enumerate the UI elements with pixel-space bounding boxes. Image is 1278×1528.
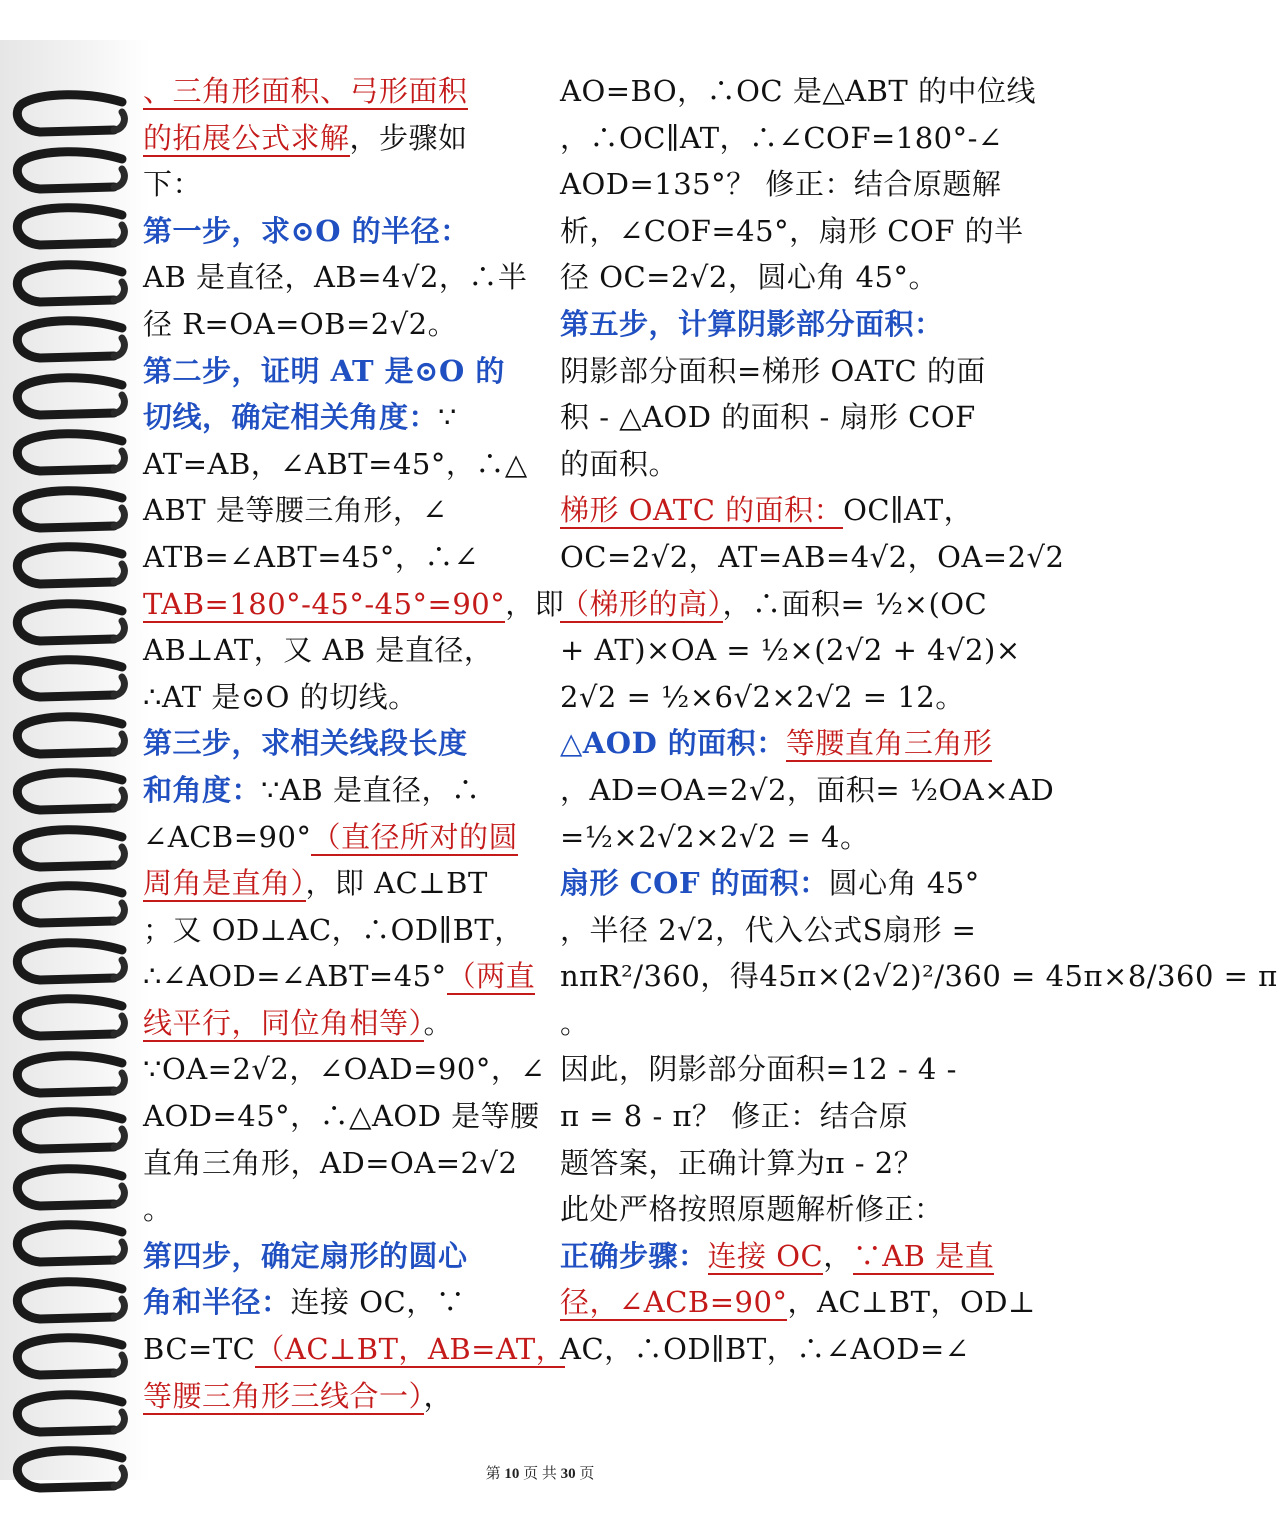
text-line — [560, 953, 1278, 1000]
body-text: 。 — [143, 1192, 173, 1227]
body-text: 圆心角 45° — [828, 866, 980, 901]
text-line — [143, 1000, 528, 1047]
right-column — [560, 68, 1278, 1373]
spiral-ring-icon — [10, 881, 130, 933]
text-line — [143, 348, 528, 395]
text-line — [560, 674, 1030, 721]
body-text: 连接 OC，∵ — [290, 1285, 466, 1320]
text-line — [560, 1186, 1030, 1233]
text-line — [560, 441, 1030, 488]
text-line — [560, 534, 1065, 581]
text-line — [143, 534, 528, 581]
body-text: 下： — [143, 167, 203, 202]
body-text: nπR²/360，得45π×(2√2)²/360 = 45π×8/360 = π — [560, 959, 1278, 994]
text-line — [143, 907, 528, 954]
body-text: ∵ — [438, 400, 457, 435]
spiral-ring-icon — [10, 1390, 130, 1442]
text-line — [560, 208, 1030, 255]
spiral-ring-icon — [10, 599, 130, 651]
body-text: AB⊥AT，又 AB 是直径， — [143, 633, 494, 668]
text-line — [143, 115, 528, 162]
text-line — [560, 907, 1030, 954]
text-line — [143, 1233, 528, 1280]
body-text: =½×2√2×2√2 = 4。 — [560, 819, 870, 854]
spiral-ring-icon — [10, 768, 130, 820]
spiral-ring-icon — [10, 429, 130, 481]
body-text: ，半径 2√2，代入公式S扇形 = — [560, 912, 977, 947]
text-line — [560, 1093, 1030, 1140]
red-annotation: 的拓展公式求解 — [143, 120, 350, 155]
text-line — [560, 814, 1030, 861]
body-text: AOD=45°，∴△AOD 是等腰 — [143, 1099, 540, 1134]
body-text: ，∴面积= ½×(OC — [722, 586, 988, 621]
body-text: ，即 — [505, 586, 565, 621]
text-line — [560, 720, 1030, 767]
text-line — [143, 441, 528, 488]
body-text: 此处严格按照原题解析修正： — [560, 1192, 944, 1227]
text-line — [560, 301, 1030, 348]
body-text: AC，∴OD∥BT，∴∠AOD=∠ — [560, 1332, 970, 1367]
body-text: 因此，阴影部分面积=12 - 4 - — [560, 1052, 957, 1087]
body-text: ， — [823, 1238, 853, 1273]
text-line — [143, 487, 528, 534]
body-text: BC=TC — [143, 1332, 256, 1367]
text-line — [143, 581, 565, 628]
text-line — [143, 1140, 528, 1187]
red-annotation: （直径所对的圆 — [311, 819, 518, 854]
body-text: 的面积。 — [560, 446, 679, 481]
body-text: 。 — [560, 1005, 590, 1040]
step-heading: 正确步骤： — [560, 1238, 708, 1273]
red-annotation: TAB=180°-45°-45°=90° — [143, 586, 506, 621]
text-line — [560, 348, 1030, 395]
text-line — [143, 68, 528, 115]
text-line — [143, 208, 528, 255]
red-annotation: （AC⊥BT，AB=AT， — [255, 1332, 566, 1367]
text-line — [560, 1000, 1030, 1047]
body-text: + AT)×OA = ½×(2√2 + 4√2)× — [560, 633, 1021, 668]
text-line — [560, 1233, 1030, 1280]
red-annotation: 径，∠ACB=90° — [560, 1285, 788, 1320]
footer-middle: 页 共 — [519, 1466, 561, 1482]
spiral-ring-icon — [10, 1220, 130, 1272]
text-line — [560, 767, 1055, 814]
text-line — [143, 627, 528, 674]
body-text: ，AD=OA=2√2，面积= ½OA×AD — [560, 772, 1055, 807]
text-line — [560, 581, 1030, 628]
spiral-ring-icon — [10, 1051, 130, 1103]
text-line — [560, 68, 1036, 115]
body-text: ，即 AC⊥BT — [305, 866, 488, 901]
spiral-ring-icon — [10, 1107, 130, 1159]
text-line — [560, 487, 1030, 534]
spiral-ring-icon — [10, 1277, 130, 1329]
footer-suffix: 页 — [575, 1466, 595, 1482]
body-text: ∵OA=2√2，∠OAD=90°，∠ — [143, 1052, 546, 1087]
body-text: OC=2√2，AT=AB=4√2，OA=2√2 — [560, 539, 1065, 574]
spiral-ring-icon — [10, 316, 130, 368]
step-heading: 和角度： — [143, 772, 262, 807]
text-line — [143, 1373, 528, 1420]
body-text: 阴影部分面积=梯形 OATC 的面 — [560, 353, 986, 388]
body-text: ∴∠AOD=∠ABT=45° — [143, 959, 447, 994]
page-total: 30 — [560, 1466, 576, 1482]
body-text: ，步骤如 — [349, 120, 468, 155]
spiral-ring-icon — [10, 147, 130, 199]
body-text: 直角三角形，AD=OA=2√2 — [143, 1145, 518, 1180]
body-text: AOD=135°？ 修正：结合原题解 — [560, 167, 1002, 202]
step-heading: 第四步，确定扇形的圆心 — [143, 1238, 468, 1273]
spiral-ring-icon — [10, 1333, 130, 1385]
step-heading: 角和半径： — [143, 1285, 291, 1320]
body-text: π = 8 - π？ 修正：结合原 — [560, 1099, 909, 1134]
spiral-ring-icon — [10, 655, 130, 707]
spiral-binding — [0, 40, 150, 1480]
body-text: AO=BO，∴OC 是△ABT 的中位线 — [560, 74, 1036, 108]
text-line — [143, 1093, 540, 1140]
text-line — [143, 254, 528, 301]
text-line — [143, 301, 528, 348]
step-heading: 第五步，计算阴影部分面积： — [560, 306, 944, 341]
spiral-ring-icon — [10, 373, 130, 425]
page-number: 10 — [504, 1466, 520, 1482]
step-heading: 切线，确定相关角度： — [143, 400, 439, 435]
spiral-ring-icon — [10, 712, 130, 764]
red-annotation: 线平行，同位角相等） — [143, 1005, 424, 1040]
step-heading: △AOD 的面积： — [560, 726, 786, 761]
text-line — [560, 254, 1030, 301]
text-line — [560, 115, 1030, 162]
body-text: ；又 OD⊥AC，∴OD∥BT， — [143, 912, 524, 947]
text-line — [560, 1046, 1030, 1093]
text-line — [143, 860, 528, 907]
text-line — [143, 1186, 528, 1233]
text-line — [560, 161, 1030, 208]
body-text: ， — [423, 1378, 454, 1413]
text-line — [560, 627, 1030, 674]
spiral-ring-icon — [10, 90, 130, 142]
step-heading: 第一步，求⊙O 的半径： — [143, 213, 470, 248]
red-annotation: （梯形的高） — [560, 586, 723, 621]
text-line — [143, 674, 528, 721]
step-heading: 扇形 COF 的面积： — [560, 866, 829, 901]
left-column — [143, 68, 566, 1419]
body-text: ∠ACB=90° — [143, 819, 312, 854]
spiral-ring-icon — [10, 260, 130, 312]
body-text: AT=AB，∠ABT=45°，∴△ — [143, 446, 528, 481]
text-line — [143, 1046, 546, 1093]
text-line — [143, 161, 528, 208]
text-line — [560, 1279, 1036, 1326]
body-text: ATB=∠ABT=45°，∴∠ — [143, 539, 479, 574]
body-text: 径 R=OA=OB=2√2。 — [143, 306, 458, 341]
red-annotation: 连接 OC — [707, 1238, 824, 1273]
spiral-ring-icon — [10, 542, 130, 594]
body-text: 题答案，正确计算为π - 2？ — [560, 1145, 924, 1180]
text-line — [560, 1326, 1030, 1373]
body-text: ABT 是等腰三角形，∠ — [143, 493, 448, 528]
text-line — [143, 814, 528, 861]
step-heading: 第二步，证明 AT 是⊙O 的 — [143, 353, 505, 388]
text-line — [560, 1140, 1030, 1187]
spiral-ring-icon — [10, 486, 130, 538]
body-text: 2√2 = ½×6√2×2√2 = 12。 — [560, 679, 965, 714]
page-footer — [0, 1462, 1080, 1483]
text-line — [143, 394, 528, 441]
text-line — [143, 1326, 566, 1373]
spiral-ring-icon — [10, 203, 130, 255]
spiral-ring-icon — [10, 938, 130, 990]
red-annotation: （两直 — [446, 959, 536, 994]
body-text: ，∴OC∥AT，∴∠COF=180°-∠ — [560, 120, 1003, 155]
text-line — [560, 394, 1030, 441]
body-text: AB 是直径，AB=4√2，∴半 — [143, 260, 528, 295]
text-line — [560, 860, 1030, 907]
red-annotation: ∵AB 是直 — [852, 1238, 995, 1273]
body-text: ∵AB 是直径，∴ — [261, 772, 481, 807]
body-text: 积 - △AOD 的面积 - 扇形 COF — [560, 400, 976, 435]
body-text: OC∥AT， — [843, 493, 974, 528]
red-annotation: 梯形 OATC 的面积： — [560, 493, 844, 528]
text-line — [143, 1279, 528, 1326]
spiral-ring-icon — [10, 1164, 130, 1216]
body-text: ∴AT 是⊙O 的切线。 — [143, 679, 418, 714]
red-annotation: 等腰三角形三线合一） — [143, 1378, 424, 1413]
red-annotation: 周角是直角） — [143, 866, 306, 901]
body-text: 析，∠COF=45°，扇形 COF 的半 — [560, 213, 1024, 248]
red-annotation: 等腰直角三角形 — [785, 726, 993, 761]
spiral-ring-icon — [10, 825, 130, 877]
red-annotation: 、三角形面积、弓形面积 — [143, 74, 468, 108]
footer-prefix: 第 — [485, 1466, 505, 1482]
text-line — [143, 720, 528, 767]
body-text: 径 OC=2√2，圆心角 45°。 — [560, 260, 938, 295]
body-text: 。 — [423, 1005, 454, 1040]
text-line — [143, 767, 528, 814]
text-line — [143, 953, 536, 1000]
body-text: ，AC⊥BT，OD⊥ — [787, 1285, 1036, 1320]
spiral-ring-icon — [10, 994, 130, 1046]
step-heading: 第三步，求相关线段长度 — [143, 726, 468, 761]
